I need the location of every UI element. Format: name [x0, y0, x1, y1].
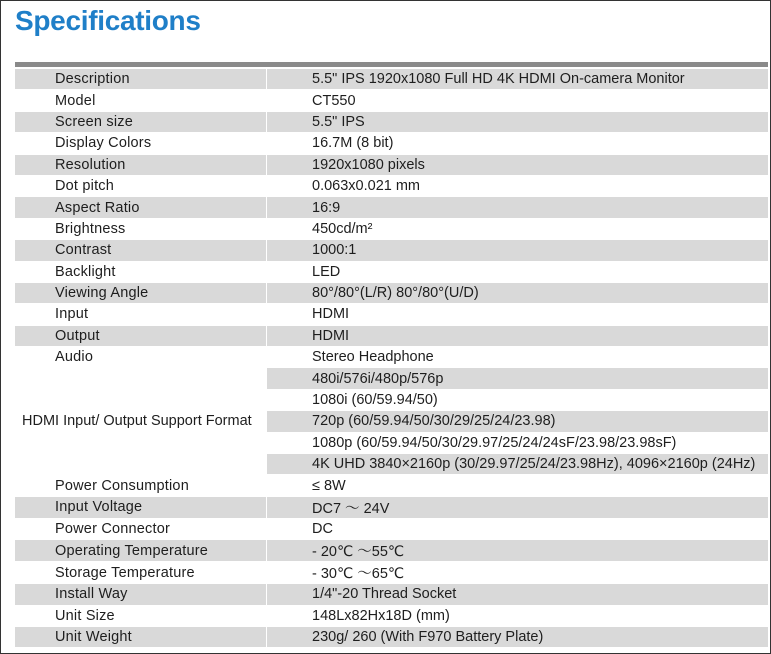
hdmi-format-value: 480i/576i/480p/576p [267, 368, 768, 389]
spec-row [15, 154, 768, 175]
spec-value: HDMI [267, 325, 768, 346]
spec-row [15, 261, 768, 282]
spec-row [15, 90, 768, 111]
page-title: Specifications [15, 5, 201, 36]
spec-value: 16.7M (8 bit) [267, 133, 768, 154]
spec-row [15, 304, 768, 325]
hdmi-format-label: HDMI Input/ Output Support Format [15, 368, 266, 475]
spec-row [15, 475, 768, 496]
spec-value: 230g/ 260 (With F970 Battery Plate) [267, 626, 768, 647]
spec-row [15, 562, 768, 584]
spec-row [15, 584, 768, 605]
spec-label: Input [15, 304, 266, 325]
spec-row [15, 325, 768, 346]
spec-label: Description [15, 69, 266, 90]
spec-value: 1920x1080 pixels [267, 154, 768, 175]
spec-value: 148Lx82Hx18D (mm) [267, 605, 768, 626]
spec-row [15, 626, 768, 647]
spec-row [15, 240, 768, 261]
spec-label: Operating Temperature [15, 540, 266, 562]
spec-value: 5.5" IPS [267, 111, 768, 132]
spec-label: Unit Size [15, 605, 266, 626]
hdmi-format-value: 4K UHD 3840×2160p (30/29.97/25/24/23.98Hz), 4096×2160p (24Hz) [267, 454, 768, 475]
spec-label: Storage Temperature [15, 562, 266, 584]
spec-row [15, 540, 768, 562]
spec-label: Aspect Ratio [15, 197, 266, 218]
spec-label: Viewing Angle [15, 282, 266, 303]
spec-row [15, 69, 768, 90]
spec-label: Output [15, 325, 266, 346]
spec-value: - 20℃ ～55℃ [267, 540, 768, 562]
spec-value: 16:9 [267, 197, 768, 218]
spec-row [15, 605, 768, 626]
spec-label: Brightness [15, 218, 266, 239]
spec-table-hdmi [15, 368, 768, 475]
hdmi-format-value: 1080i (60/59.94/50) [267, 389, 768, 410]
spec-row [15, 218, 768, 239]
spec-label: Unit Weight [15, 626, 266, 647]
spec-label: Display Colors [15, 133, 266, 154]
spec-value: Stereo Headphone [267, 347, 768, 368]
spec-table-top [15, 69, 768, 368]
spec-row [15, 133, 768, 154]
spec-value: 1000:1 [267, 240, 768, 261]
spec-label: Input Voltage [15, 496, 266, 518]
spec-table-bottom [15, 475, 768, 647]
spec-value: 1/4"-20 Thread Socket [267, 584, 768, 605]
spec-row [15, 496, 768, 518]
title-rule [15, 62, 768, 67]
spec-row [15, 175, 768, 196]
spec-value: - 30℃ ～65℃ [267, 562, 768, 584]
spec-value: 5.5" IPS 1920x1080 Full HD 4K HDMI On-camera Monitor [267, 69, 768, 90]
spec-row [15, 347, 768, 368]
spec-label: Audio [15, 347, 266, 368]
hdmi-format-value: 720p (60/59.94/50/30/29/25/24/23.98) [267, 411, 768, 432]
spec-label: Contrast [15, 240, 266, 261]
spec-label: Model [15, 90, 266, 111]
spec-label: Resolution [15, 154, 266, 175]
spec-value: 0.063x0.021 mm [267, 175, 768, 196]
spec-row [15, 111, 768, 132]
spec-value: LED [267, 261, 768, 282]
spec-label: Backlight [15, 261, 266, 282]
spec-label: Dot pitch [15, 175, 266, 196]
spec-value: 450cd/m² [267, 218, 768, 239]
hdmi-format-value: 1080p (60/59.94/50/30/29.97/25/24/24sF/23.98/23.98sF) [267, 432, 768, 453]
hdmi-format-row [15, 368, 768, 389]
spec-label: Power Connector [15, 518, 266, 539]
spec-label: Screen size [15, 111, 266, 132]
spec-value: HDMI [267, 304, 768, 325]
spec-row [15, 518, 768, 539]
spec-row [15, 197, 768, 218]
spec-label: Power Consumption [15, 475, 266, 496]
spec-table [15, 68, 768, 647]
spec-value: CT550 [267, 90, 768, 111]
spec-row [15, 282, 768, 303]
spec-value: 80°/80°(L/R) 80°/80°(U/D) [267, 282, 768, 303]
spec-label: Install Way [15, 584, 266, 605]
spec-value: DC [267, 518, 768, 539]
spec-value: ≤ 8W [267, 475, 768, 496]
spec-value: DC7 ～ 24V [267, 496, 768, 518]
